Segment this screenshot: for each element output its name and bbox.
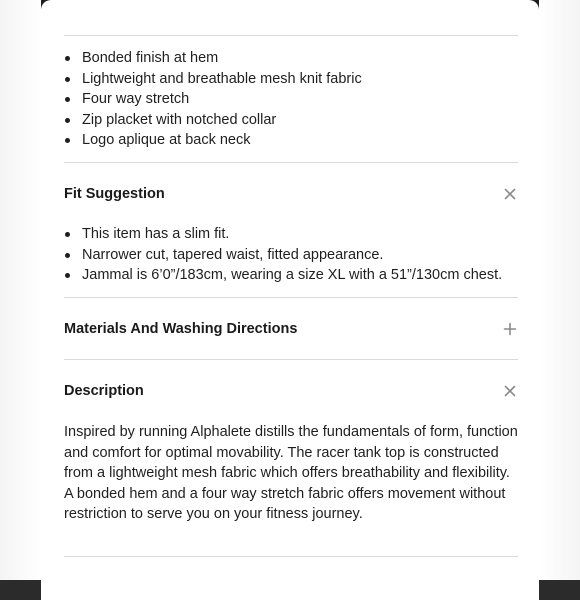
divider-fit: [64, 297, 518, 298]
features-list: [64, 48, 524, 151]
list-item: Lightweight and breathable mesh knit fabric: [64, 69, 524, 90]
close-icon[interactable]: [502, 383, 518, 399]
materials-title: Materials And Washing Directions: [64, 321, 298, 337]
fit-suggestion-title: Fit Suggestion: [64, 186, 165, 202]
materials-header[interactable]: [64, 317, 518, 341]
list-item: This item has a slim fit.: [64, 224, 524, 245]
plus-icon[interactable]: [502, 321, 518, 337]
divider-features: [64, 162, 518, 163]
page-edge-right: [539, 0, 580, 580]
list-item: Bonded finish at hem: [64, 48, 524, 69]
fit-suggestion-list: [64, 224, 524, 286]
description-title: Description: [64, 383, 144, 399]
list-item: Logo aplique at back neck: [64, 130, 524, 151]
list-item: Jammal is 6’0”/183cm, wearing a size XL with a 51”/130cm chest.: [64, 265, 524, 286]
fit-suggestion-header[interactable]: [64, 182, 518, 206]
close-icon[interactable]: [502, 186, 518, 202]
divider-description: [64, 556, 518, 557]
divider-materials: [64, 359, 518, 360]
list-item: Narrower cut, tapered waist, fitted appearance.: [64, 245, 524, 266]
list-item: Zip placket with notched collar: [64, 110, 524, 131]
description-header[interactable]: [64, 379, 518, 403]
list-item: Four way stretch: [64, 89, 524, 110]
divider-top: [64, 35, 518, 36]
page-edge-left: [0, 0, 41, 580]
description-text: Inspired by running Alphalete distills the fundamentals of form, function and comfort for optimal movability. The racer tank top is constructed from a lightweight mesh fabric which offers breathability and flexibility. A bonded hem and a four way stretch fabric offers movement without restriction to serve you on your fitness journey.: [64, 424, 518, 523]
